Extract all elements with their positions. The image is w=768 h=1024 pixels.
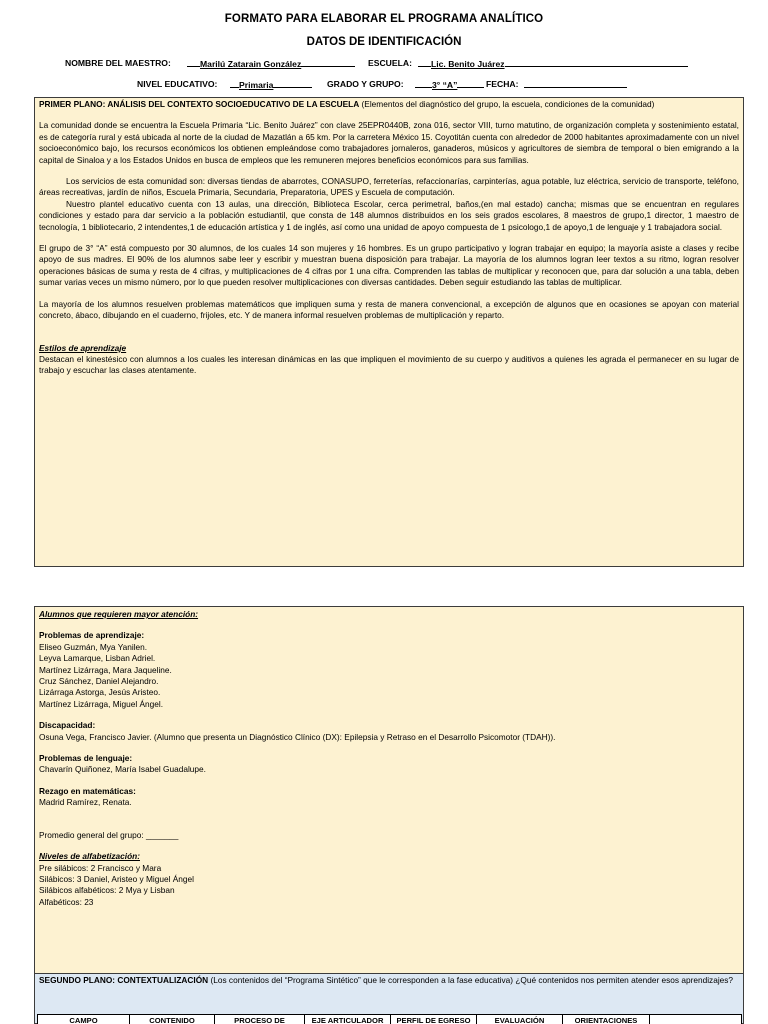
list-item: Lizárraga Astorga, Jesús Aristeo. [39,687,161,698]
grade-label: GRADO Y GRUPO: [327,79,404,89]
table-header-row [38,1015,742,1024]
services-paragraph: Los servicios de esta comunidad son: diversas tiendas de abarrotes, CONASUPO, ferreterías, refaccionarías, carpinterías, agua potable, luz eléctrica, servicio de transporte, teléfono, áreas recreativas, jardín de niños, Escuela Primaria, Secundaria, Preparatoria, UPES y Escuela de computación. [39,176,739,198]
community-paragraph: La comunidad donde se encuentra la Escuela Primaria “Lic. Benito Juárez” con clave 25EPR0440B, zona 016, sector VIII, turno matutino, de organización completa y sostenimiento estatal, es de categoría rural y está ubicada al norte de la ciudad de Mazatlán a 65 km. Por la carretera México 15. Coyotitán cuenta con alrededor de 2000 habitantes aproximadamente con un nivel socioeconómico bajo, los recursos económicos los obtienen empleándose como trabajadores jornaleros, ganaderos, músicos y agricultores de siembra de temporal o bien emigrando a la capital de Sinaloa y a los Estados Unidos en busca de empleos que les remuneren mejores beneficios económicos para sus familias. [39,120,739,165]
list-item: Cruz Sánchez, Daniel Alejandro. [39,676,159,687]
learning-styles-heading: Estilos de aprendizaje [39,342,127,353]
level-field[interactable] [230,79,312,90]
list-item: Pre silábicos: 2 Francisco y Mara [39,862,162,873]
grade-field[interactable] [415,79,484,90]
first-plane-box [34,97,744,567]
column-header: CONTENIDO [130,1015,215,1024]
learning-problems-label: Problemas de aprendizaje: [39,630,145,641]
teacher-value: Marilú Zatarain González [200,59,302,69]
column-header [650,1015,742,1024]
learning-styles-text: Destacan el kinestésico con alumnos a los cuales les interesan dinámicas en las que impliquen el movimiento de su cuerpo y auditivos a quienes les agrada el permanecer en su lugar de trabajo y escuchar las clases atentamente. [39,353,739,376]
disability-text: Osuna Vega, Francisco Javier. (Alumno que presenta un Diagnóstico Clínico (DX): Epilepsia y Retraso en el Desarrollo Psicomotor (TDAH)). [39,731,556,742]
language-problems-text: Chavarín Quiñonez, María Isabel Guadalupe. [39,764,206,775]
group-average: Promedio general del grupo: _______ [39,829,179,840]
list-item: Silábicos alfabéticos: 2 Mya y Lisban [39,885,175,896]
list-item: Alfabéticos: 23 [39,896,94,907]
teacher-label: NOMBRE DEL MAESTRO: [65,58,171,68]
first-plane-heading [39,99,739,110]
second-plane-heading [39,975,739,986]
disability-label: Discapacidad: [39,720,96,731]
column-header: EVALUACIÓN [477,1015,563,1024]
date-field[interactable] [524,79,627,90]
literacy-heading: Niveles de alfabetización: [39,851,140,862]
date-label: FECHA: [486,79,519,89]
math-lag-label: Rezago en matemáticas: [39,785,136,796]
page-subtitle: DATOS DE IDENTIFICACIÓN [306,36,462,48]
math-paragraph: La mayoría de los alumnos resuelven problemas matemáticos que impliquen suma y resta de manera convencional, a excepción de algunos que en ocasiones se apoyan con material concreto, ábaco, dibujando en el cuaderno, frijoles, etc. Y de manera informal resuelven problemas de multiplicación y reparto. [39,298,739,321]
page-title: FORMATO PARA ELABORAR EL PROGRAMA ANALÍTICO [224,13,544,25]
column-header: PROCESO DE [215,1015,305,1024]
level-label: NIVEL EDUCATIVO: [137,79,218,89]
level-value: Primaria [239,80,274,90]
column-header: PERFIL DE EGRESO [391,1015,477,1024]
second-plane-note: (Los contenidos del “Programa Sintético” que le corresponden a la fase educativa) ¿Qué contenidos nos permiten atender esos aprendizajes? [210,975,734,985]
content-table [37,1014,742,1024]
column-header: EJE ARTICULADOR [305,1015,391,1024]
first-plane-title: PRIMER PLANO: ANÁLISIS DEL CONTEXTO SOCIOEDUCATIVO DE LA ESCUELA [39,99,360,109]
grade-value: 3° “A” [432,80,458,90]
list-item: Silábicos: 3 Daniel, Aristeo y Miguel Ángel [39,873,194,884]
group-paragraph: El grupo de 3° “A” está compuesto por 30 alumnos, de los cuales 14 son mujeres y 16 hombres. Es un grupo participativo y logran trabajar en equipo; la mayoría asiste a clases y recibe apoyo de sus madres. El 90% de los alumnos sabe leer y escribir y muestran buena disposición para trabajar. La mayoría de los alumnos logran leer textos a su ritmo, logran resolver operaciones básicas de suma y resta de 4 cifras, y multiplicaciones de 4 cifras por 1 una cifra. Comprenden las tablas de multiplicar y reconocen que, para dar solución a una tabla, deben sumar varias veces un mismo número, por lo que pueden resolver multiplicaciones con diversas cantidades. Deben seguir estudiando las tablas de multiplicar. [39,243,739,288]
school-value: Lic. Benito Juárez [431,59,505,69]
list-item: Martínez Lizárraga, Mara Jaqueline. [39,664,172,675]
school-paragraph: Nuestro plantel educativo cuenta con 13 aulas, una dirección, Biblioteca Escolar, cerca perimetral, baños,(en mal estado) cancha; mismas que se encuentran en regulares condiciones y estado para dar servicio a la población estudiantil, que consta de 148 alumnos distribuidos en los seis grados escolares, 8 maestros de grupo,1 director, 1 maestro de tecnología, 1 bibliotecario, 2 intendentes,1 de educación artística y 1 de inglés, así como una unidad de apoyo compuesta de 1 psicologo,1 de apoyo,1 de lenguaje y 1 trabajadora social. [39,198,739,232]
list-item: Eliseo Guzmán, Mya Yanilen. [39,641,148,652]
list-item: Leyva Lamarque, Lisban Adriel. [39,653,156,664]
attention-heading: Alumnos que requieren mayor atención: [39,609,199,619]
column-header: CAMPO [38,1015,130,1024]
math-lag-text: Madrid Ramírez, Renata. [39,797,132,808]
teacher-field[interactable] [187,58,355,69]
language-problems-label: Problemas de lenguaje: [39,753,133,764]
column-header: ORIENTACIONES [563,1015,650,1024]
school-label: ESCUELA: [368,58,412,68]
attention-box [34,606,744,974]
second-plane-title: SEGUNDO PLANO: CONTEXTUALIZACIÓN [39,975,209,985]
list-item: Martínez Lizárraga, Miguel Ángel. [39,698,164,709]
school-field[interactable] [418,58,688,69]
first-plane-note: (Elementos del diagnóstico del grupo, la escuela, condiciones de la comunidad) [361,99,655,109]
